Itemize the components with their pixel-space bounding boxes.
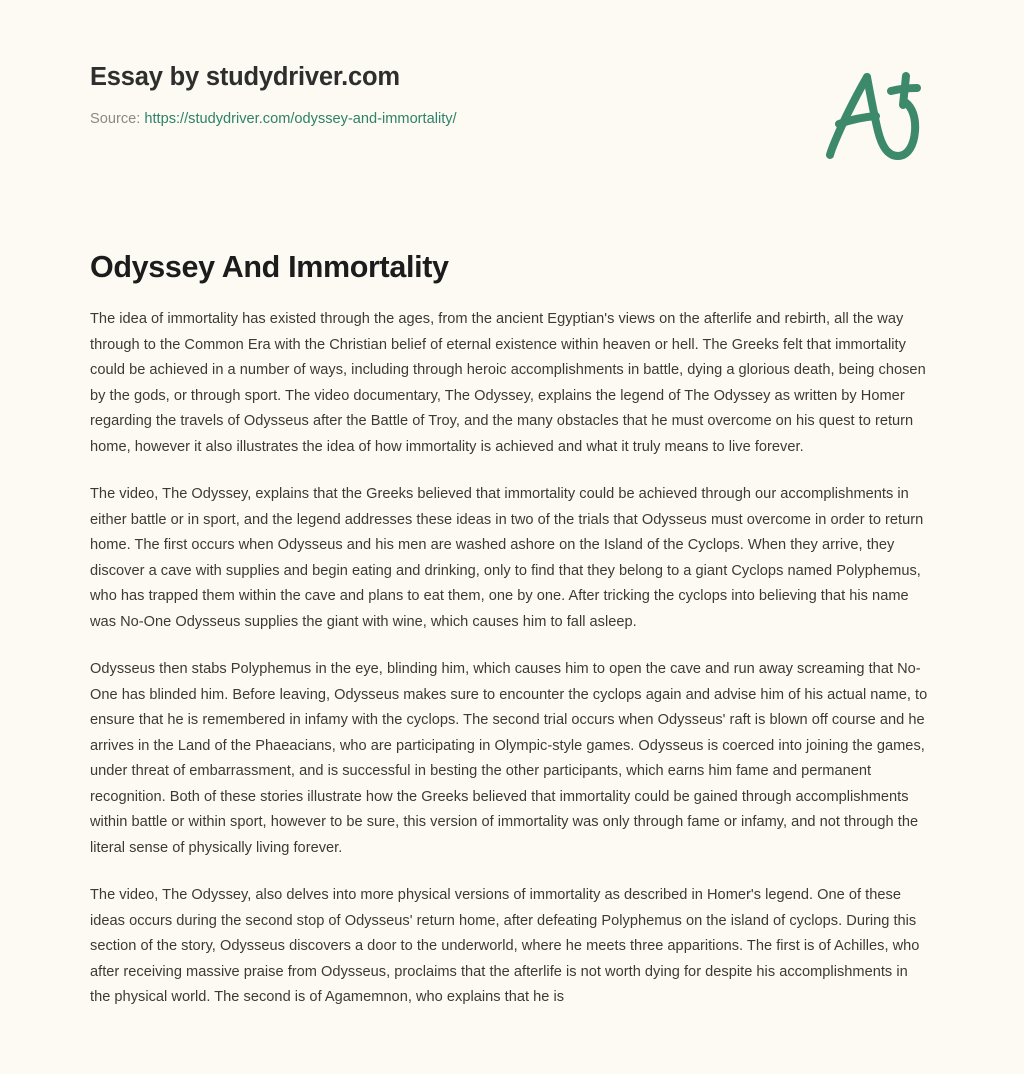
page-title: Odyssey And Immortality (90, 250, 449, 284)
page-header (0, 0, 1024, 185)
article-body (90, 307, 930, 1011)
article-paragraph: The video, The Odyssey, also delves into more physical versions of immortality as described in Homer's legend. One of these ideas occurs during the second stop of Odysseus' return home, after defeating Polyphemus on the island of cyclops. During this section of the story, Odysseus discovers a door to the underworld, where he meets three apparitions. The first is of Achilles, who after receiving massive praise from Odysseus, proclaims that the afterlife is not worth dying for despite his accomplishments in the physical world. The second is of Agamemnon, who explains that he is (90, 887, 920, 1006)
header-text-block (90, 62, 790, 129)
a-plus-logo-icon (812, 55, 932, 175)
article-paragraph: The idea of immortality has existed through the ages, from the ancient Egyptian's views on the afterlife and rebirth, all the way through to the Common Era with the Christian belief of eternal existence within heaven or hell. The Greeks felt that immortality could be achieved in a number of ways, including through heroic accomplishments in battle, dying a glorious death, being chosen by the gods, or through sport. The video documentary, The Odyssey, explains the legend of The Odyssey as written by Homer regarding the travels of Odysseus after the Battle of Troy, and the many obstacles that he must overcome on his quest to return home, however it also illustrates the idea of how immortality is achieved and what it truly means to live forever. (90, 311, 926, 455)
source-line (90, 110, 790, 129)
article-paragraph: The video, The Odyssey, explains that the Greeks believed that immortality could be achieved through our accomplishments in either battle or in sport, and the legend addresses these ideas in two of the trials that Odysseus must overcome in order to return home. The first occurs when Odysseus and his men are washed ashore on the Island of the Cyclops. When they arrive, they discover a cave with supplies and begin eating and drinking, only to find that they belong to a giant Cyclops named Polyphemus, who has trapped them within the cave and plans to eat them, one by one. After tricking the cyclops into believing that his name was No-One Odysseus supplies the giant with wine, which causes him to fall asleep. (90, 486, 924, 630)
essay-byline: Essay by studydriver.com (90, 63, 400, 91)
article-paragraph: Odysseus then stabs Polyphemus in the eye, blinding him, which causes him to open the cave and run away screaming that No-One has blinded him. Before leaving, Odysseus makes sure to encounter the cyclops again and advise him of his actual name, to ensure that he is remembered in infamy with the cyclops. The second trial occurs when Odysseus' raft is blown off course and he arrives in the Land of the Phaeacians, who are participating in Olympic-style games. Odysseus is coerced into joining the games, under threat of embarrassment, and is successful in besting the other participants, which earns him fame and permanent recognition. Both of these stories illustrate how the Greeks believed that immortality could be gained through accomplishments within battle or within sport, however to be sure, this version of immortality was only through fame or infamy, and not through the literal sense of physically living forever. (90, 661, 928, 856)
article (90, 248, 930, 1011)
source-label: Source: (90, 110, 145, 127)
a-plus-logo-svg (812, 55, 932, 175)
source-url-link[interactable]: https://studydriver.com/odyssey-and-immortality/ (144, 110, 457, 127)
